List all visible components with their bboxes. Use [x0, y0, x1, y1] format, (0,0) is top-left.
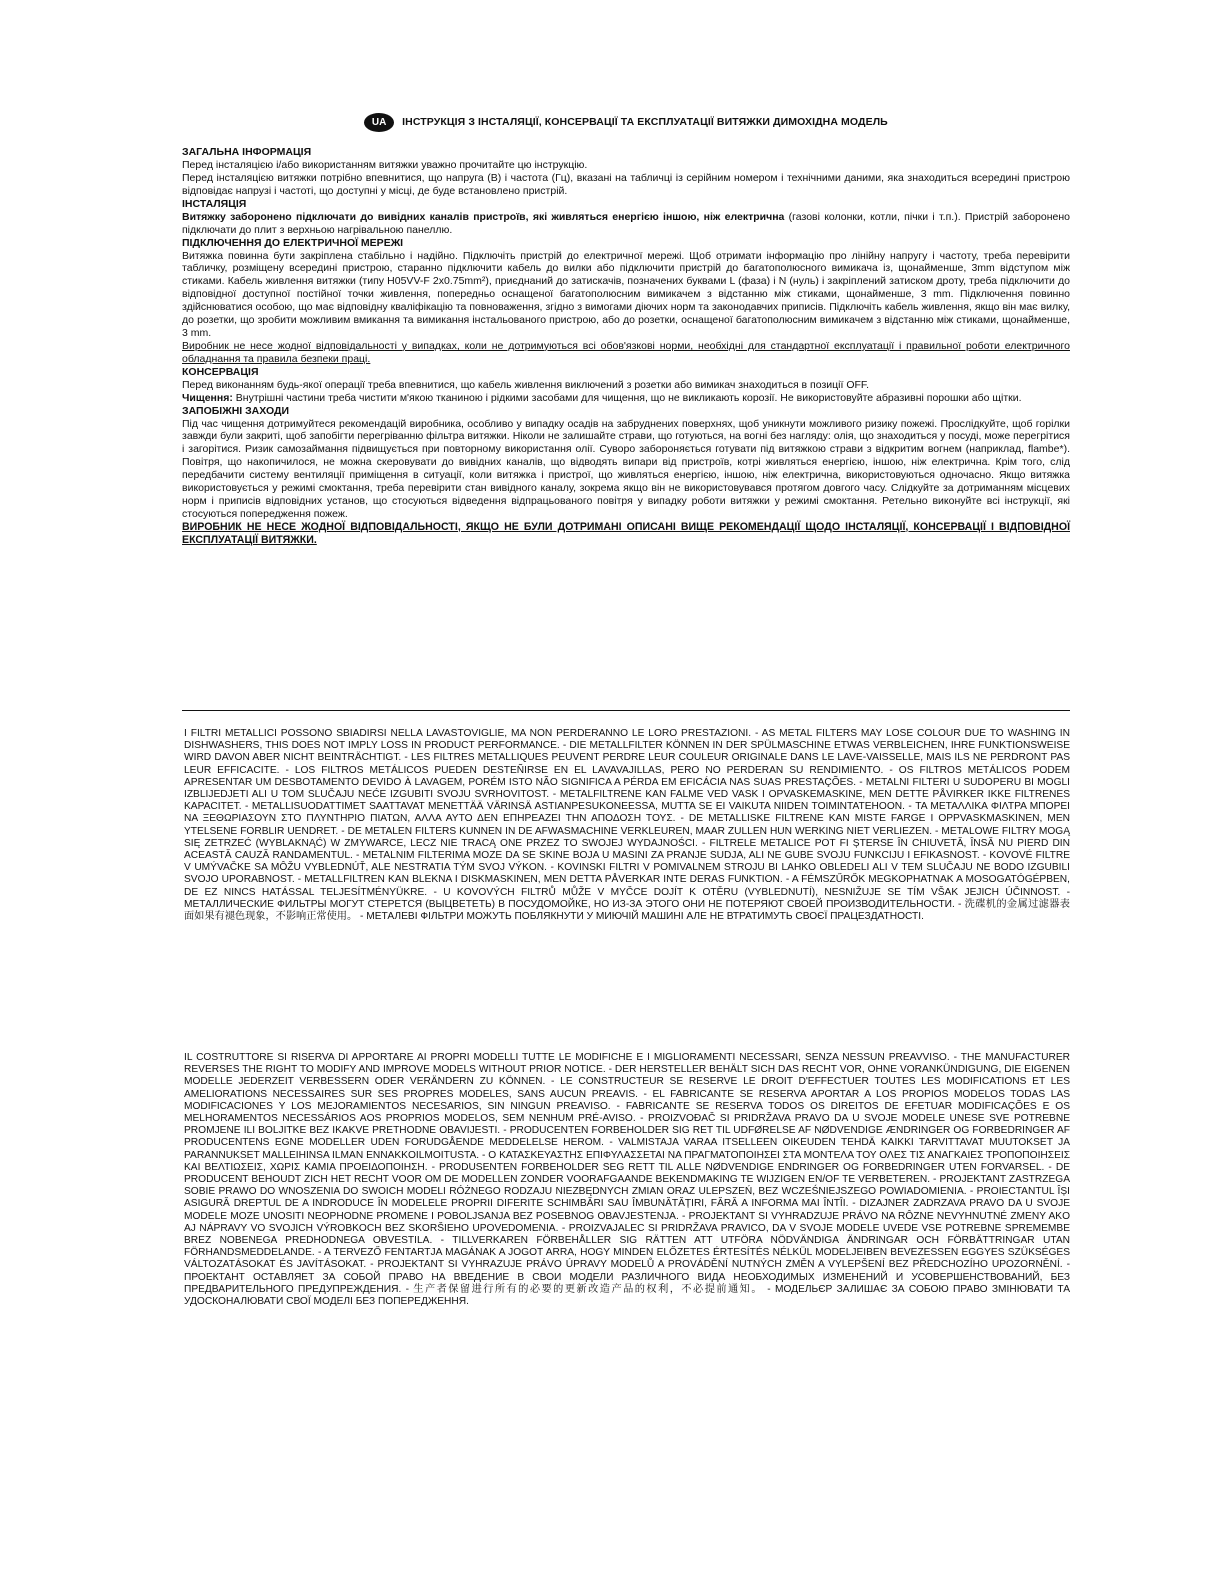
maintenance-p1: Перед виконанням будь-якої операції треба впевнитися, що кабель живлення виключений з розетки або вимикач знаходиться в позиції OFF. [182, 378, 870, 391]
cleaning-label: Чищення: [182, 391, 233, 404]
electric-heading: ПІДКЛЮЧЕННЯ ДО ЕЛЕКТРИЧНОЇ МЕРЕЖІ [182, 236, 404, 249]
document-title: ІНСТРУКЦІЯ З ІНСТАЛЯЦІЇ, КОНСЕРВАЦІЇ ТА ЕКСПЛУАТАЦІЇ ВИТЯЖКИ ДИМОХІДНА МОДЕЛЬ [402, 116, 888, 128]
general-p2: Перед інсталяцією витяжки потрібно впевнитися, що напруга (В) і частота (Гц), вказані на табличці із серійним номером і технічними даними, яка знаходиться всередині пристрою відповідає напрузі і частоті, що доступні у місці, де буде встановлено пристрій. [182, 171, 1070, 197]
electric-p1: Витяжка повинна бути закріплена стабільно і надійно. Підключіть пристрій до електричної мережі. Щоб отримати інформацію про лінійну напругу і частоту, треба перевірити табличку, розміщену всередині пристрою, старанно підключити кабель до вилки або підключити пристрій до багатополюсного вимикача із, щонайменше, 3mm відступом між стиками. Кабель живлення витяжки (типу H05VV-F 2x0.75mm²), приєднаний до затискачів, позначених буквами L (фаза) і N (нуль) і закріплений затиском дроту, треба підключити до відповідної доступної постійної точки живлення, попередньо оснащеної багатополюсним вимикачем з відстанню між стиками, щонайменше, 3 mm. Підключення повинно здійснюватися особою, що має відповідну кваліфікацію та повноваження, згідно з вимогами діючих норм та законодавчих приписів. Підключіть кабель живлення, якщо він має вилку, до розетки, що зробити можливим вмикання та вимикання інстальованого пристрою, або до розетки, оснащеної багатополюсним вимикачем з відстанню між стиками, щонайменше, 3 mm. [182, 249, 1070, 339]
section-divider [182, 710, 1070, 711]
safety-heading: ЗАПОБІЖНІ ЗАХОДИ [182, 404, 290, 417]
cleaning-text: Внутрішні частини треба чистити м'якою тканиною і рідкими засобами для чищення, що не викликають корозії. Не використовуйте абразивні порошки або щітки. [232, 391, 1022, 404]
safety-p1: Під час чищення дотримуйтеся рекомендацій виробника, особливо у випадку осадів на забруднених поверхнях, щоб уникнути можливого ризику пожежі. Прослідкуйте, щоб горілки завжди були закриті, щоб запобігти перегріванню фільтра витяжки. Ніколи не залишайте страви, що готуються, на вогні без нагляду: олія, що знаходиться у посуді, може перегрітися і загорітися. Ризик самозаймання підвищується при повторному використання олії. Суворо забороняється готувати під витяжкою страви з відкритим вогнем (наприклад, flambe*). Повітря, що накопичилося, не можна скеровувати до вивідних каналів, що відводять випари від пристроїв, котрі живляться енергією, іншою, ніж електрична. Крім того, слід передбачити систему вентиляції приміщення в ситуації, коли витяжка і пристрої, що живляться енергією, іншою, ніж електрична, використовуються одночасно. Якщо витяжка використовується у режимі смоктання, треба перевірити стан вивідного каналу, зокрема якщо він не використовувався протягом довгого часу. Слідкуйте за дотриманням місцевих норм і приписів відповідних установ, що стосуються відведення відпрацьованого повітря у випадку роботи витяжки у режимі смоктання. Ретельно виконуйте всі інструкції, які стосуються попередження пожеж. [182, 417, 1070, 520]
ukrainian-instructions [182, 112, 1070, 547]
liability-statement: ВИРОБНИК НЕ НЕСЕ ЖОДНОЇ ВІДПОВІДАЛЬНОСТІ, ЯКЩО НЕ БУЛИ ДОТРИМАНІ ОПИСАНІ ВИЩЕ РЕКОМЕНДАЦІЇ ЩОДО ІНСТАЛЯЦІЇ, КОНСЕРВАЦІЇ І ВІДПОВІДНОЇ ЕКСПЛУАТАЦІЇ ВИТЯЖКИ. [182, 520, 1070, 546]
general-p1: Перед інсталяцією і/або використанням витяжки уважно прочитайте цю інструкцію. [182, 159, 588, 171]
install-paragraph [182, 211, 1070, 237]
general-heading: ЗАГАЛЬНА ІНФОРМАЦІЯ [182, 146, 312, 158]
maintenance-heading: КОНСЕРВАЦІЯ [182, 365, 259, 378]
title-row [182, 112, 1070, 132]
install-heading: ІНСТАЛЯЦІЯ [182, 197, 247, 210]
install-rest: (газові колонки, котли, пічки і т.п.). Пристрій заборонено підключати до плит з верхньою нагрівальною панеллю. [182, 210, 1070, 236]
metal-filters-notice: I FILTRI METALLICI POSSONO SBIADIRSI NELLA LAVASTOVIGLIE, MA NON PERDERANNO LE LORO PRESTAZIONI. - AS METAL FILTERS MAY LOSE COLOUR DUE TO WASHING IN DISHWASHERS, THIS DOES NOT IMPLY LOSS IN PRODUCT PERFORMANCE. - DIE METALLFILTER KÖNNEN IN DER SPÜLMASCHINE ETWAS VERBLEICHEN, IHRE FUNKTIONSWEISE WIRD DAVON ABER NICHT BEINTRÄCHTIGT. - LES FILTRES METALLIQUES PEUVENT PERDRE LEUR COULEUR ORIGINALE DANS LE LAVE-VAISSELLE, MAIS ILS NE PERDRONT PAS LEUR EFFICACITE. - LOS FILTROS METÁLICOS PUEDEN DESTEÑIRSE EN EL LAVAVAJILLAS, PERO NO PERDERAN SU RENDIMIENTO. - OS FILTROS METÁLICOS PODEM APRESENTAR UM DESBOTAMENTO DEVIDO À LAVAGEM, PORÉM ISTO NÃO SIGNIFICA A PÉRDA EM EFICÁCIA NAS SUAS PRESTAÇÕES. - METALNI FILTERI U SUDOPERU BI MOGLI IZBLIJEDJETI ALI U TOM SLUČAJU NEĆE IZGUBITI SVOJU SVRHOVITOST. - METALFILTRENE KAN FALME VED VASK I OPVASKEMASKINE, MEN DETTE PÅVIRKER IKKE FILTRENES KAPACITET. - METALLISUODATTIMET SAATTAVAT MENETTÄÄ VÄRINSÄ ASTIANPESUKONEESSA, MUTTA SE EI VAIKUTA NIIDEN TOIMINTATEHOON. - ΤΑ ΜΕΤΑΛΛΙΚΑ ΦΙΛΤΡΑ ΜΠΟΡΕΙ ΝΑ ΞΕΘΩΡΙΑΣΟΥΝ ΣΤΟ ΠΛΥΝΤΗΡΙΟ ΠΙΑΤΩΝ, ΑΛΛΑ ΑΥΤΟ ΔΕΝ ΕΠΗΡΕΑΖΕΙ ΤΗΝ ΑΠΟΔΟΣΗ ΤΟΥΣ. - DE METALLISKE FILTRENE KAN MISTE FARGE I OPPVASKMASKINEN, MEN YTELSENE FORBLIR UENDRET. - DE METALEN FILTERS KUNNEN IN DE AFWASMACHINE VERKLEUREN, MAAR ZULLEN HUN WERKING NIET VERLIEZEN. - METALOWE FILTRY MOGĄ SIĘ ZETRZEĆ (WYBLAKNĄĆ) W ZMYWARCE, LECZ NIE TRACĄ ONE PRZEZ TO SWOJEJ WYDAJNOŚCI. - FILTRELE METALICE POT FI ȘTERSE ÎN CHIUVETĂ, ÎNSĂ NU PIERD DIN ACEASTĂ CAUZĂ RANDAMENTUL. - METALNIM FILTERIMA MOZE DA SE SKINE BOJA U MASINI ZA PRANJE SUDJA, ALI NE GUBE SVOJU FUNKCIJU I EFIKASNOST. - KOVOVÉ FILTRE V UMÝVAČKE SA MÔŽU VYBLEDNÚŤ, ALE NESTRATIA TÝM SVOJ VÝKON. - KOVINSKI FILTRI V POMIVALNEM STROJU BI LAHKO OBLEDELI ALI V TEM SLUČAJU NE BODO IZGUBILI SVOJO UPORABNOST. - METALLFILTREN KAN BLEKNA I DISKMASKINEN, MEN DETTA PÅVERKAR INTE DERAS FUNKTION. - A FÉMSZŰRŐK MEGKOPHATNAK A MOSOGATÓGÉPBEN, DE EZ NINCS HATÁSSAL TELJESÍTMÉNYÜKRE. - U KOVOVÝCH FILTRŮ MŮŽE V MYČCE DOJÍT K OTĚRU (VYBLEDNUTÍ), NESNIŽUJE SE TÍM VŠAK JEJICH ÚČINNOST. - МЕТАЛЛИЧЕСКИЕ ФИЛЬТРЫ МОГУТ СТЕРЕТСЯ (ВЫЦВЕТЕТЬ) В ПОСУДОМОЙКЕ, НО ИЗ-ЗА ЭТОГО ОНИ НЕ ПОТЕРЯЮТ СВОЕЙ ПРОИЗВОДИТЕЛЬНОСТИ. - 洗碟机的金属过滤器表面如果有褪色现象，不影响正常使用。 - МЕТАЛЕВІ ФІЛЬТРИ МОЖУТЬ ПОБЛЯКНУТИ У МИЮЧІЙ МАШИНІ АЛЕ НЕ ВТРАТИМУТЬ СВОЄЇ ПРАЦЕЗДАТНОСТІ. [184, 728, 1070, 923]
language-badge: UA [364, 113, 394, 132]
cleaning-paragraph [182, 392, 1070, 405]
electric-p2: Виробник не несе жодної відповідальності у випадках, коли не дотримуються всі обов'язкові норми, необхідні для стандартної експлуатації і правильної роботи електричного обладнання та правила безпеки праці. [182, 339, 1070, 365]
manufacturer-rights-notice: IL COSTRUTTORE SI RISERVA DI APPORTARE AI PROPRI MODELLI TUTTE LE MODIFICHE E I MIGLIORAMENTI NECESSARI, SENZA NESSUN PREAVVISO. - THE MANUFACTURER REVERSES THE RIGHT TO MODIFY AND IMPROVE MODELS WITHOUT PRIOR NOTICE. - DER HERSTELLER BEHÄLT SICH DAS RECHT VOR, OHNE VORANKÜNDIGUNG, DIE EIGENEN MODELLE JEDERZEIT VERBESSERN ODER VERÄNDERN ZU KÖNNEN. - LE CONSTRUCTEUR SE RESERVE LE DROIT D'EFFECTUER TOUTES LES MODIFICATIONS ET LES AMELIORATIONS NECESSAIRES SUR SES PROPRES MODELES, SANS AUCUN PREAVIS. - EL FABRICANTE SE RESERVA APORTAR A LOS PROPIOS MODELOS TODAS LAS MODIFICACIONES Y LOS MEJORAMIENTOS NECESARIOS, SIN NINGUN PREAVISO. - FABRICANTE SE RESERVA TODOS OS DIREITOS DE EFETUAR MODIFICAÇÕES E OS MELHORAMENTOS NECESSÁRIOS AOS PROPRIOS MODELOS, SEM NENHUM PRÉ-AVISO. - PROIZVOĐAČ SI PRIDRŽAVA PRAVO DA U SVOJE MODELE UNESE SVE POTREBNE PROMJENE ILI BOLJITKE BEZ IKAKVE PRETHODNE OBAVIJESTI. - PRODUCENTEN FORBEHOLDER SIG RET TIL UDFØRELSE AF NØDVENDIGE ÆNDRINGER OG FORBEDRINGER AF PRODUCENTENS EGNE MODELLER UDEN FORUDGÅENDE MEDDELELSE HEROM. - VALMISTAJA VARAA ITSELLEEN OIKEUDEN TEHDÄ KAIKKI TARVITTAVAT MUUTOKSET JA PARANNUKSET MALLEIHINSA ILMAN ENNAKKOILMOITUSTA. - Ο ΚΑΤΑΣΚΕΥΑΣΤΗΣ ΕΠΙΦΥΛΑΣΣΕΤΑΙ ΝΑ ΠΡΑΓΜΑΤΟΠΟΙΗΣΕΙ ΣΤΑ ΜΟΝΤΕΛΑ ΤΟΥ ΟΛΕΣ ΤΙΣ ΑΝΑΓΚΑΙΕΣ ΤΡΟΠΟΠΟΙΗΣΕΙΣ ΚΑΙ ΒΕΛΤΙΩΣΕΙΣ, ΧΩΡΙΣ ΚΑΜΙΑ ΠΡΟΕΙΔΟΠΟΙΗΣΗ. - PRODUSENTEN FORBEHOLDER SEG RETT TIL ALLE NØDVENDIGE ENDRINGER OG FORBEDRINGER UTEN FORVARSEL. - DE PRODUCENT BEHOUDT ZICH HET RECHT VOOR OM DE MODELLEN ZONDER VOORAFGAANDE BEKENDMAKING TE WIJZIGEN EN/OF TE VERBETEREN. - PROJEKTANT ZASTRZEGA SOBIE PRAWO DO WNOSZENIA DO SWOICH MODELI RÓŻNEGO RODZAJU NIEZBĘDNYCH ZMIAN ORAZ ULEPSZEŃ, BEZ WCZEŚNIEJSZEGO POWIADOMIENIA. - PROIECTANTUL ÎȘI ASIGURĂ DREPTUL DE A INDRODUCE ÎN MODELELE PROPRII DIFERITE SCHIMBĂRI SAU ÎMBUNĂTĂȚIRI, FĂRĂ A INFORMA MAI ÎNTÎI. - DIZAJNER ZADRZAVA PRAVO DA U SVOJE MODELE MOZE UNOSITI NEOPHODNE PROMENE I POBOLJSANJA BEZ POSEBNOG OBAVJESTENJA. - PROJEKTANT SI VYHRADZUJE PRÁVO NA RÔZNE NEVYHNUTNÉ ZMENY AKO AJ NÁPRAVY VO SVOJICH VÝROBKOCH BEZ SKORŠIEHO UPOVEDOMENIA. - PROIZVAJALEC SI PRIDRŽAVA PRAVICO, DA V SVOJE MODELE UVEDE VSE POTREBNE SPREMEMBE BREZ NOBENEGA PREDHODNEGA OBVESTILA. - TILLVERKAREN FÖRBEHÅLLER SIG RÄTTEN ATT UTFÖRA NÖDVÄNDIGA ÄNDRINGAR OCH FÖRBÄTTRINGAR UTAN FÖRHANDSMEDDELANDE. - A TERVEZŐ FENTARTJA MAGÁNAK A JOGOT ARRA, HOGY MINDEN ELŐZETES ÉRTESÍTÉS NÉLKÜL MODELJEIBEN BEVEZESSEN EGGYES SZÜKSÉGES VÁLTOZATÁSOKAT ÉS JAVÍTÁSOKAT. - PROJEKTANT SI VYHRAZUJE PRÁVO ÚPRAVY MODELŮ A PROVÁDĚNÍ NUTNÝCH ZMĚN A VYLEPŠENÍ BEZ PŘEDCHOZÍHO UPOZORNĚNÍ. - ПРОЕКТАНТ ОСТАВЛЯЕТ ЗА СОБОЙ ПРАВО НА ВВЕДЕНИЕ В СВОИ МОДЕЛИ РАЗЛИЧНОГО ВИДА НЕОБХОДИМЫХ ИЗМЕНЕНИЙ И УСОВЕРШЕНСТВОВАНИЙ, БЕЗ ПРЕДВАРИТЕЛЬНОГО ПРЕДУПРЕЖДЕНИЯ. - 生产者保留进行所有的必要的更新改造产品的权利，不必提前通知。 - МОДЕЛЬЄР ЗАЛИШАЄ ЗА СОБОЮ ПРАВО ЗМІНЮВАТИ ТА УДОСКОНАЛЮВАТИ СВОЇ МОДЕЛІ БЕЗ ПОПЕРЕДЖЕННЯ. [184, 1052, 1070, 1308]
install-warning: Витяжку заборонено підключати до вивідних каналів пристроїв, які живляться енергією іншою, ніж електрична [182, 210, 785, 223]
